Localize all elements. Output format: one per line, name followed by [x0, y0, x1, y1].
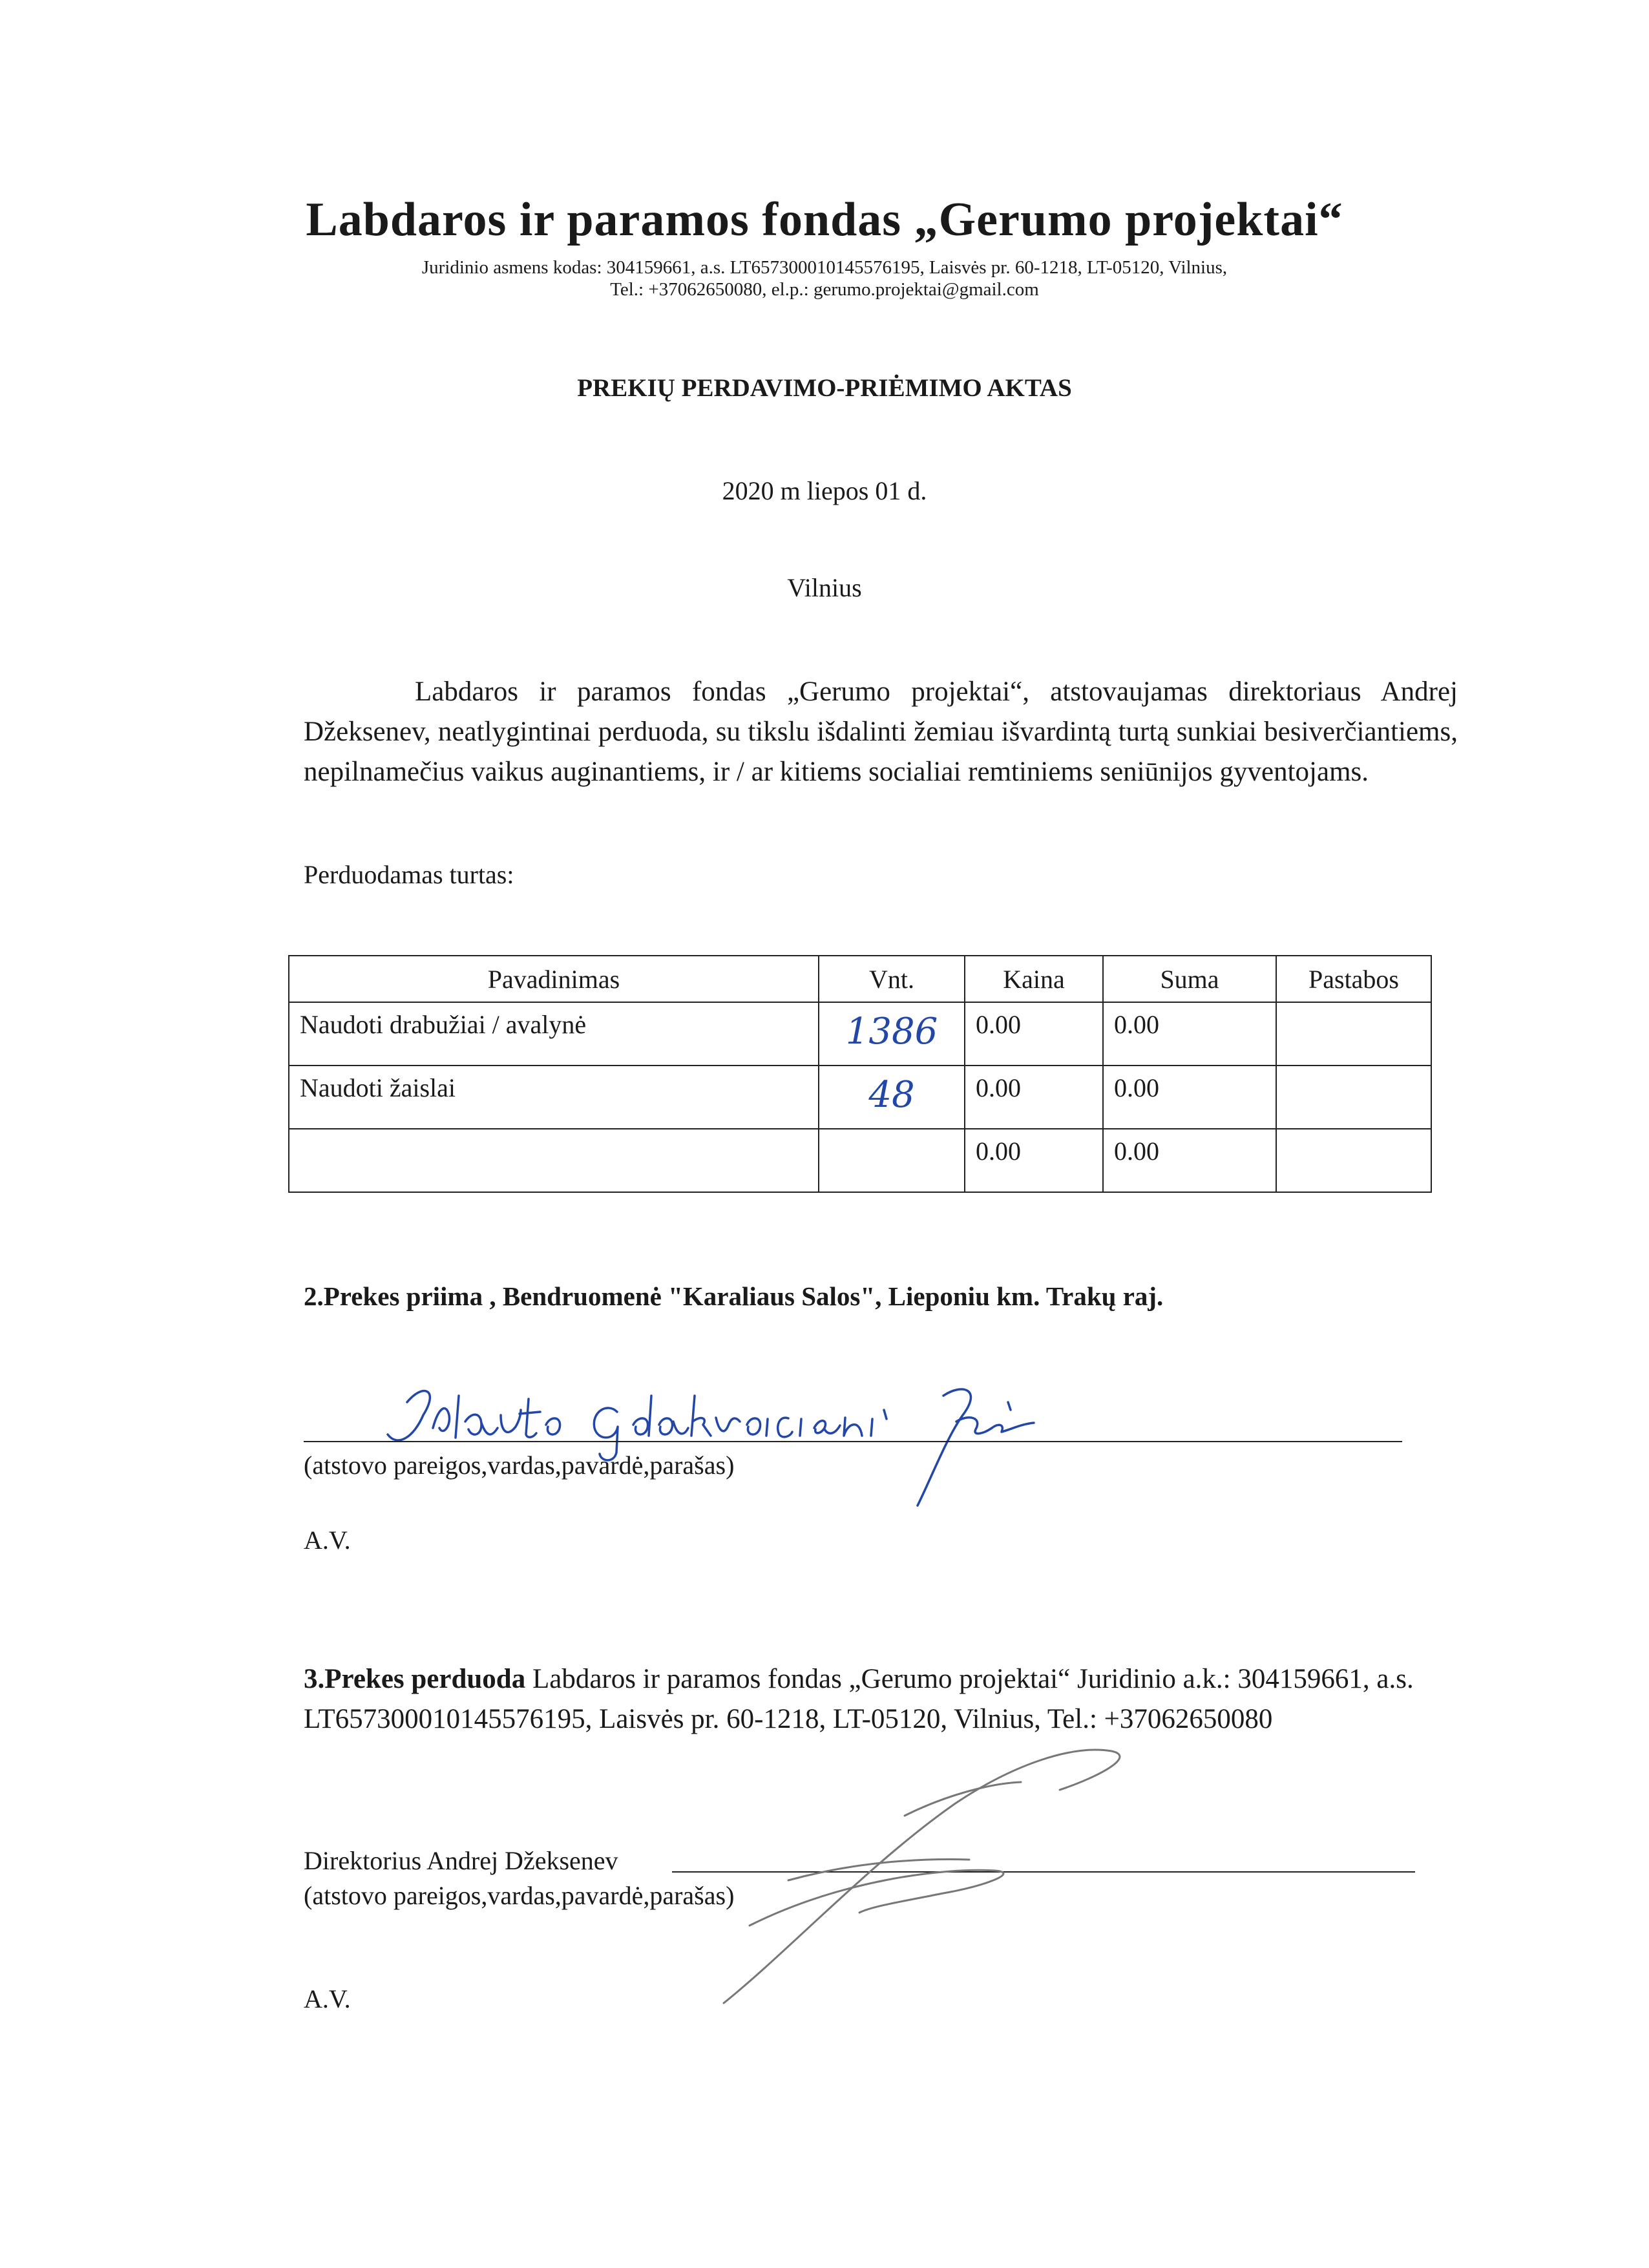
transferor-paragraph [304, 1659, 1454, 1739]
receiver-stamp-placeholder: A.V. [304, 1526, 351, 1555]
item-qty-handwritten: 48 [819, 1066, 965, 1129]
director-name: Direktorius Andrej Džeksenev [304, 1846, 618, 1875]
transferor-details: Labdaros ir paramos fondas „Gerumo projektai“ Juridinio a.k.: 304159661, a.s. LT657300010145576195, Laisvės pr. 60-1218, LT-05120, Vilnius, Tel.: +37062650080 [304, 1664, 1414, 1734]
item-note [1276, 1129, 1431, 1192]
transferor-heading: 3.Prekes perduoda [304, 1664, 526, 1694]
column-header-sum: Suma [1103, 956, 1276, 1002]
organization-details: Juridinio asmens kodas: 304159661, a.s. LT657300010145576195, Laisvės pr. 60-1218, LT-05120, Vilnius, [421, 257, 1228, 278]
table-row [289, 1002, 1431, 1066]
item-qty-handwritten: 1386 [819, 1002, 965, 1066]
item-name: Naudoti žaislai [289, 1066, 819, 1129]
item-note [1276, 1066, 1431, 1129]
item-qty [819, 1129, 965, 1192]
document-title: PREKIŲ PERDAVIMO-PRIĖMIMO AKTAS [577, 374, 1072, 402]
receiver-heading: 2.Prekes priima , Bendruomenė "Karaliaus Salos", Lieponiu km. Trakų raj. [304, 1281, 1164, 1311]
item-note [1276, 1002, 1431, 1066]
item-price: 0.00 [965, 1129, 1103, 1192]
column-header-notes: Pastabos [1276, 956, 1431, 1002]
assets-label: Perduodamas turtas: [304, 860, 514, 889]
director-handwritten-signature [711, 1732, 1163, 2016]
table-row [289, 1066, 1431, 1129]
items-table [288, 955, 1432, 1193]
organization-title: Labdaros ir paramos fondas „Gerumo projektai“ [306, 193, 1343, 246]
table-row [289, 1129, 1431, 1192]
item-sum: 0.00 [1103, 1002, 1276, 1066]
item-price: 0.00 [965, 1002, 1103, 1066]
transferor-signature-caption: (atstovo pareigos,vardas,pavardė,parašas) [304, 1881, 735, 1910]
item-name: Naudoti drabužiai / avalynė [289, 1002, 819, 1066]
column-header-name: Pavadinimas [289, 956, 819, 1002]
receiver-signature-caption: (atstovo pareigos,vardas,pavardė,parašas) [304, 1451, 735, 1480]
item-price: 0.00 [965, 1066, 1103, 1129]
table-header-row [289, 956, 1431, 1002]
item-sum: 0.00 [1103, 1066, 1276, 1129]
column-header-price: Kaina [965, 956, 1103, 1002]
transferor-stamp-placeholder: A.V. [304, 1984, 351, 2013]
receiver-signature-line [304, 1441, 1402, 1442]
organization-contacts: Tel.: +37062650080, el.p.: gerumo.projektai@gmail.com [610, 279, 1039, 300]
item-name [289, 1129, 819, 1192]
body-paragraph: Labdaros ir paramos fondas „Gerumo projektai“, atstovaujamas direktoriaus Andrej Džeksenev, neatlygintinai perduoda, su tikslu išdalinti žemiau išvardintą turtą sunkiai besiverčiantiems, nepilnamečius vaikus auginantiems, ir / ar kitiems socialiai remtiniems seniūnijos gyventojams. [304, 677, 1458, 787]
document-date: 2020 m liepos 01 d. [722, 476, 927, 505]
document-place: Vilnius [787, 573, 862, 602]
item-sum: 0.00 [1103, 1129, 1276, 1192]
column-header-qty: Vnt. [819, 956, 965, 1002]
